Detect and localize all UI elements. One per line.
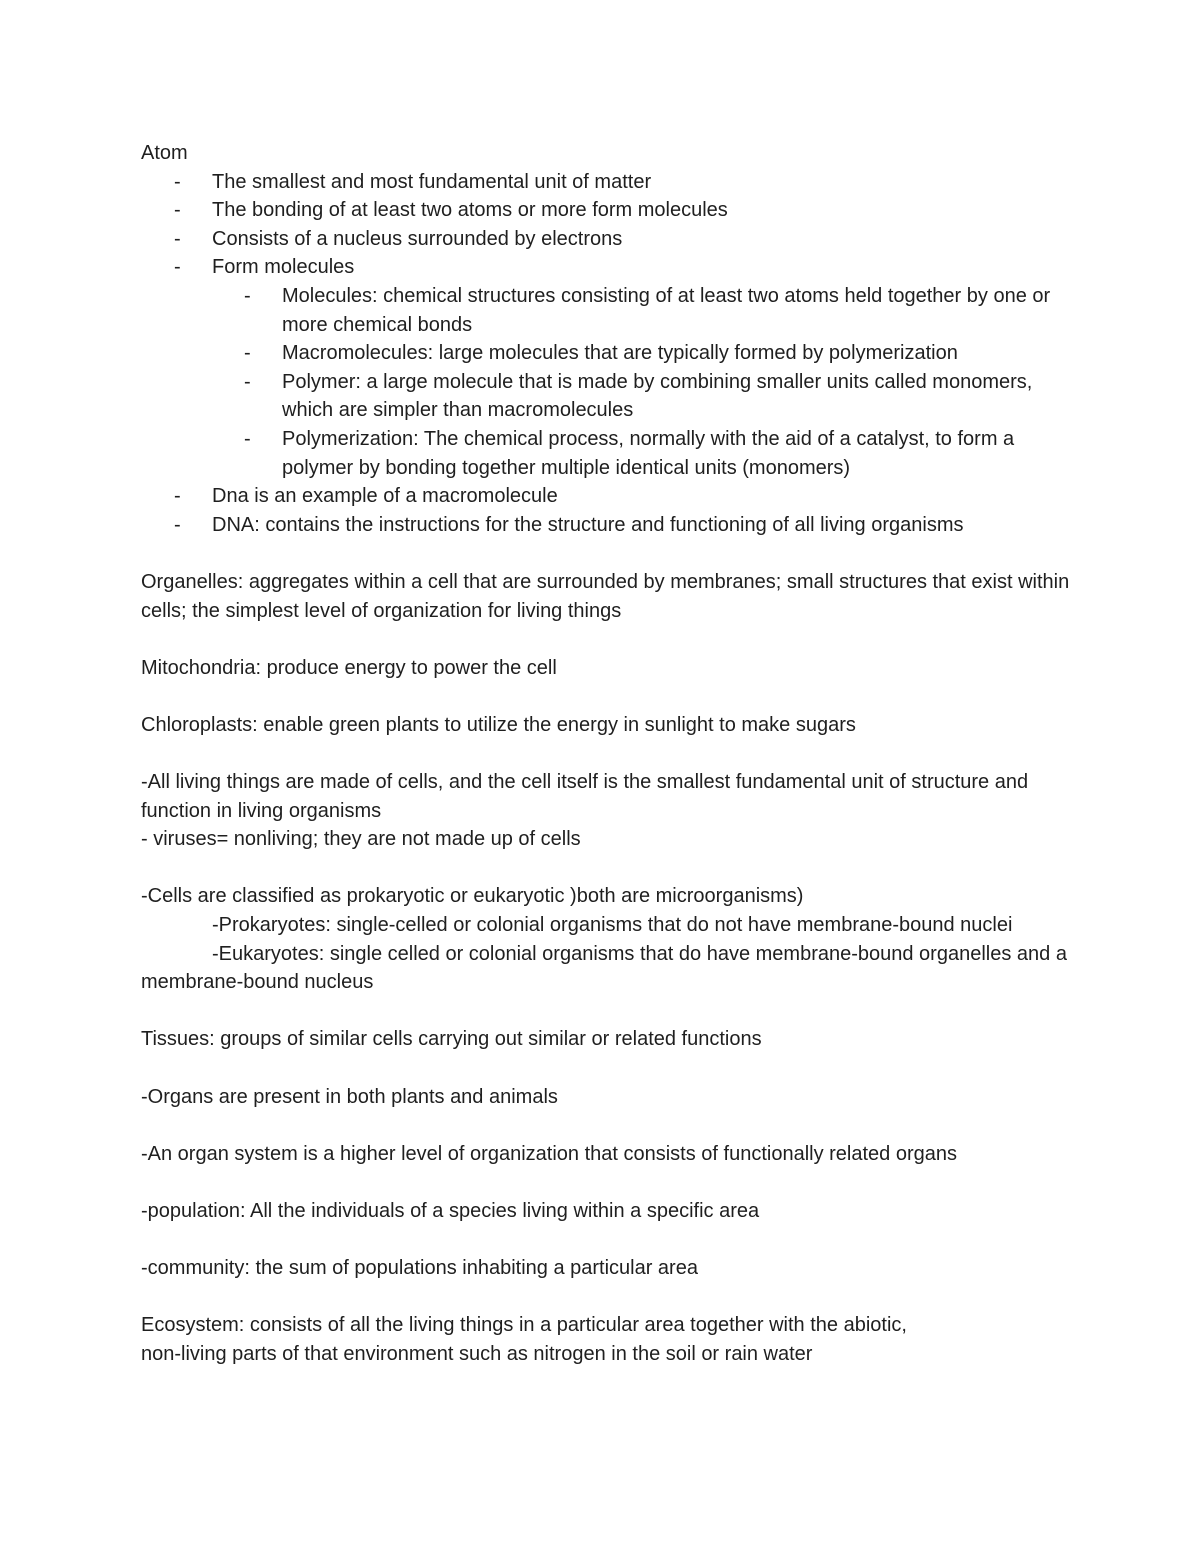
bullet-dash: - (174, 199, 181, 222)
bullet-text: Molecules: chemical structures consisting of at least two atoms held together by one or more chemical bonds (282, 284, 1051, 336)
bullet-dash: - (244, 427, 251, 450)
bullet-dash: - (174, 227, 181, 250)
ecosystem-line-1: Ecosystem: consists of all the living things in a particular area together with the abiotic, (141, 1314, 907, 1337)
community-paragraph: -community: the sum of populations inhabiting a particular area (141, 1257, 698, 1280)
atom-bullet (141, 482, 1071, 511)
bullet-dash: - (244, 284, 251, 307)
eukaryotes-paragraph: -Eukaryotes: single celled or colonial organisms that do have membrane-bound organelles and a membrane-bound nucleus (141, 942, 1067, 994)
viruses-paragraph: - viruses= nonliving; they are not made up of cells (141, 828, 581, 851)
bullet-text: Polymer: a large molecule that is made by combining smaller units called monomers, which are simpler than macromolecules (282, 370, 1033, 422)
bullet-text: Consists of a nucleus surrounded by electrons (212, 227, 623, 250)
atom-bullet (141, 511, 1071, 540)
atom-bullet (141, 168, 1071, 197)
bullet-text: The smallest and most fundamental unit of matter (212, 170, 652, 193)
chloroplasts-paragraph: Chloroplasts: enable green plants to utilize the energy in sunlight to make sugars (141, 713, 856, 736)
atom-sub-bullet (141, 425, 1071, 482)
bullet-text: DNA: contains the instructions for the structure and functioning of all living organisms (212, 513, 964, 536)
bullet-dash: - (174, 513, 181, 536)
bullet-text: Polymerization: The chemical process, normally with the aid of a catalyst, to form a polymer by bonding together multiple identical units (monomers) (282, 427, 1015, 479)
atom-bullet (141, 225, 1071, 254)
bullet-dash: - (244, 370, 251, 393)
atom-sub-bullet (141, 339, 1071, 368)
bullet-dash: - (174, 170, 181, 193)
atom-bullet (141, 253, 1071, 282)
bullet-dash: - (174, 256, 181, 279)
bullet-text: The bonding of at least two atoms or more form molecules (212, 199, 728, 222)
mitochondria-paragraph: Mitochondria: produce energy to power the cell (141, 656, 557, 679)
population-paragraph: -population: All the individuals of a species living within a specific area (141, 1199, 760, 1222)
tissues-paragraph: Tissues: groups of similar cells carrying out similar or related functions (141, 1028, 762, 1051)
cell-classification-paragraph: -Cells are classified as prokaryotic or eukaryotic )both are microorganisms) (141, 885, 804, 908)
bullet-dash: - (174, 485, 181, 508)
atom-sub-bullet (141, 282, 1071, 339)
atom-sub-bullet (141, 368, 1071, 425)
bullet-text: Form molecules (212, 256, 355, 279)
document-body (141, 139, 1071, 1369)
organelles-paragraph: Organelles: aggregates within a cell that are surrounded by membranes; small structures that exist within cells; the simplest level of organization for living things (141, 570, 1070, 622)
bullet-dash: - (244, 342, 251, 365)
prokaryotes-paragraph: -Prokaryotes: single-celled or colonial organisms that do not have membrane-bound nuclei (212, 914, 1013, 937)
cells-paragraph: -All living things are made of cells, and the cell itself is the smallest fundamental unit of structure and function in living organisms (141, 771, 1029, 822)
bullet-text: Macromolecules: large molecules that are typically formed by polymerization (282, 342, 958, 365)
organs-paragraph: -Organs are present in both plants and animals (141, 1085, 558, 1108)
bullet-text: Dna is an example of a macromolecule (212, 485, 558, 508)
ecosystem-line-2: non-living parts of that environment such as nitrogen in the soil or rain water (141, 1342, 813, 1365)
atom-bullet (141, 196, 1071, 225)
atom-heading: Atom (141, 142, 188, 164)
organ-system-paragraph: -An organ system is a higher level of organization that consists of functionally related organs (141, 1142, 957, 1165)
